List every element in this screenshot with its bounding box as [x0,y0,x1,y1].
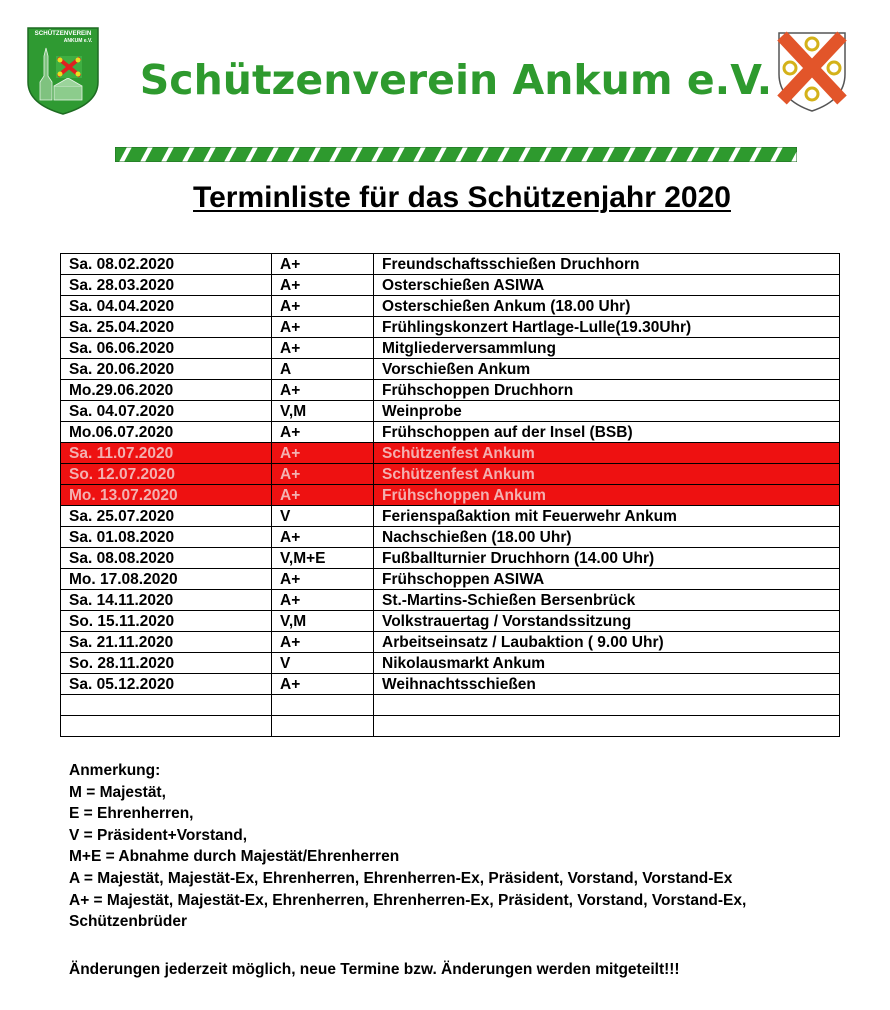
event-group [272,695,374,716]
event-row [61,632,840,653]
event-name [374,695,840,716]
event-group: A+ [272,254,374,275]
event-row [61,548,840,569]
event-name: Osterschießen ASIWA [374,275,840,296]
event-name: Nachschießen (18.00 Uhr) [374,527,840,548]
event-row [61,401,840,422]
event-date: So. 28.11.2020 [61,653,272,674]
event-date: Sa. 08.02.2020 [61,254,272,275]
event-date: Mo.06.07.2020 [61,422,272,443]
event-name [374,716,840,737]
event-group: A+ [272,296,374,317]
note-line: E = Ehrenherren, [69,805,194,823]
event-date: So. 15.11.2020 [61,611,272,632]
event-table [60,253,840,737]
event-row [61,674,840,695]
event-name: Frühschoppen ASIWA [374,569,840,590]
event-date: Sa. 04.07.2020 [61,401,272,422]
event-date: Sa. 08.08.2020 [61,548,272,569]
event-group: A [272,359,374,380]
event-name: Frühschoppen auf der Insel (BSB) [374,422,840,443]
event-group: V [272,653,374,674]
event-row [61,317,840,338]
event-name: Weinprobe [374,401,840,422]
event-group: A+ [272,632,374,653]
event-name: Ferienspaßaktion mit Feuerwehr Ankum [374,506,840,527]
event-date: Mo.29.06.2020 [61,380,272,401]
event-group: A+ [272,569,374,590]
event-row [61,653,840,674]
event-row [61,716,840,737]
event-row [61,695,840,716]
event-row [61,506,840,527]
event-group: A+ [272,527,374,548]
event-row [61,380,840,401]
event-row-highlighted [61,443,840,464]
event-group: A+ [272,317,374,338]
event-date [61,695,272,716]
event-row [61,296,840,317]
event-row-highlighted [61,464,840,485]
event-name: Frühschoppen Druchhorn [374,380,840,401]
coat-of-arms-logo [776,30,848,114]
event-date: So. 12.07.2020 [61,464,272,485]
event-date: Sa. 11.07.2020 [61,443,272,464]
event-row-highlighted [61,485,840,506]
event-name: Schützenfest Ankum [374,443,840,464]
club-title: Schützenverein Ankum e.V. [139,56,773,104]
event-name: Nikolausmarkt Ankum [374,653,840,674]
logo-text-line-2: ANKUM e.V. [63,38,93,44]
note-line: M = Majestät, [69,783,166,801]
event-group [272,716,374,737]
event-row [61,359,840,380]
event-group: A+ [272,485,374,506]
event-date: Sa. 21.11.2020 [61,632,272,653]
event-name: Schützenfest Ankum [374,464,840,485]
event-group: A+ [272,275,374,296]
event-group: A+ [272,443,374,464]
event-row [61,590,840,611]
event-date: Sa. 14.11.2020 [61,590,272,611]
event-name: Frühlingskonzert Hartlage-Lulle(19.30Uhr) [374,317,840,338]
event-group: A+ [272,590,374,611]
event-date [61,716,272,737]
document-title-text: Terminliste für das Schützenjahr 2020 [193,181,731,214]
notes-heading: Anmerkung: [69,762,161,779]
event-date: Sa. 06.06.2020 [61,338,272,359]
event-date: Mo. 13.07.2020 [61,485,272,506]
event-row [61,338,840,359]
event-date: Sa. 01.08.2020 [61,527,272,548]
note-line: V = Präsident+Vorstand, [69,826,248,844]
event-name: Mitgliederversammlung [374,338,840,359]
document-title [0,181,890,215]
event-date: Sa. 25.04.2020 [61,317,272,338]
event-name: Freundschaftsschießen Druchhorn [374,254,840,275]
event-date: Sa. 05.12.2020 [61,674,272,695]
event-group: V [272,506,374,527]
decorative-divider [115,147,797,162]
event-group: V,M [272,401,374,422]
event-name: Fußballturnier Druchhorn (14.00 Uhr) [374,548,840,569]
event-name: Weihnachtsschießen [374,674,840,695]
event-name: St.-Martins-Schießen Bersenbrück [374,590,840,611]
event-group: A+ [272,380,374,401]
event-group: A+ [272,422,374,443]
event-group: A+ [272,338,374,359]
notes-section [69,760,746,933]
event-group: V,M [272,611,374,632]
event-row [61,254,840,275]
footer-note: Änderungen jederzeit möglich, neue Termine bzw. Änderungen werden mitgeteilt!!! [69,961,680,978]
event-group: A+ [272,674,374,695]
event-group: A+ [272,464,374,485]
event-name: Osterschießen Ankum (18.00 Uhr) [374,296,840,317]
event-date: Sa. 28.03.2020 [61,275,272,296]
event-name: Frühschoppen Ankum [374,485,840,506]
event-row [61,611,840,632]
event-date: Mo. 17.08.2020 [61,569,272,590]
note-line: M+E = Abnahme durch Majestät/Ehrenherren [69,848,400,866]
event-date: Sa. 25.07.2020 [61,506,272,527]
event-row [61,275,840,296]
event-name: Vorschießen Ankum [374,359,840,380]
note-line: A+ = Majestät, Majestät-Ex, Ehrenherren, Ehrenherren-Ex, Präsident, Vorstand, Vorstand-Ex, [69,891,747,909]
event-group: V,M+E [272,548,374,569]
event-row [61,569,840,590]
logo-text-line-1: SCHÜTZENVEREIN [34,30,92,37]
event-row [61,422,840,443]
event-name: Arbeitseinsatz / Laubaktion ( 9.00 Uhr) [374,632,840,653]
note-line: A = Majestät, Majestät-Ex, Ehrenherren, Ehrenherren-Ex, Präsident, Vorstand, Vorstand-Ex [69,869,733,887]
event-row [61,527,840,548]
note-line: Schützenbrüder [69,913,187,931]
event-name: Volkstrauertag / Vorstandssitzung [374,611,840,632]
event-date: Sa. 20.06.2020 [61,359,272,380]
event-date: Sa. 04.04.2020 [61,296,272,317]
